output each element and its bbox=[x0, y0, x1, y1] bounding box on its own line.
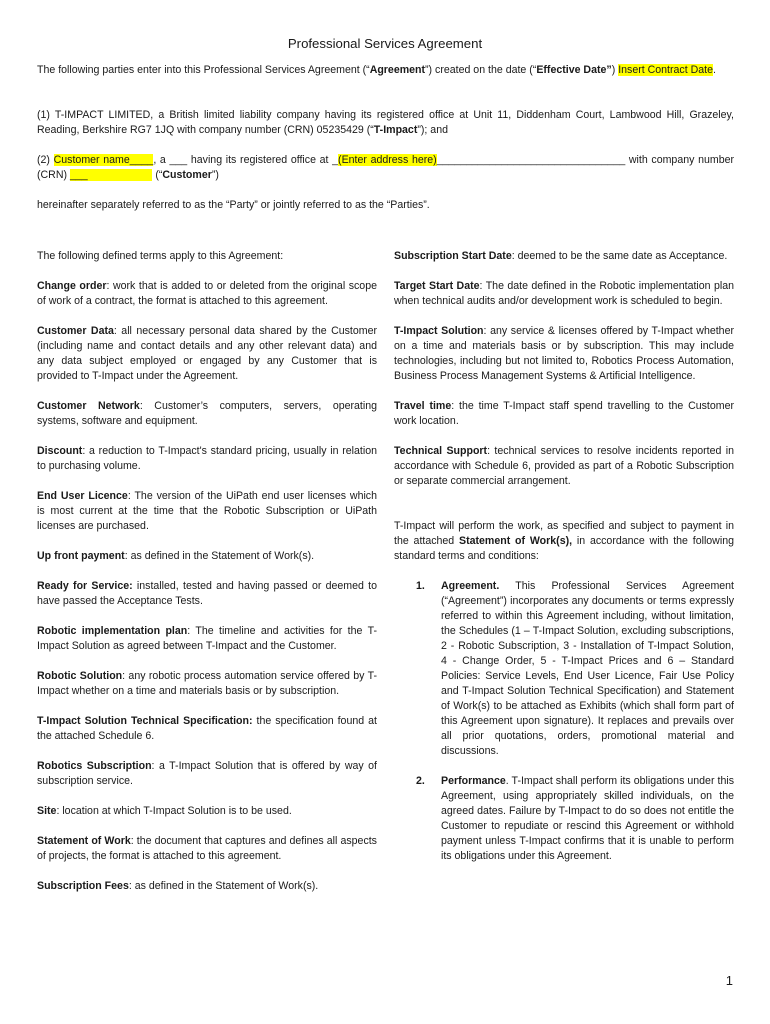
definition-item bbox=[394, 444, 734, 489]
definition-item bbox=[37, 714, 377, 744]
defined-term: Statement of Work(s), bbox=[459, 535, 573, 547]
document-title: Professional Services Agreement bbox=[287, 36, 483, 51]
party-1-paragraph bbox=[37, 108, 734, 138]
definition-term: Site bbox=[37, 805, 57, 817]
definition-term: Subscription Fees bbox=[37, 880, 129, 892]
definition-item bbox=[37, 324, 377, 384]
definition-text: : the time T-Impact staff spend travelling to the Customer work location. bbox=[394, 400, 734, 427]
definitions-lead: The following defined terms apply to this Agreement: bbox=[37, 250, 284, 262]
clause-item bbox=[394, 774, 734, 864]
definition-term: Target Start Date bbox=[394, 280, 480, 292]
definition-text: : a reduction to T-Impact's standard pricing, usually in relation to purchasing volume. bbox=[37, 445, 377, 472]
definition-item bbox=[37, 279, 377, 309]
definitions-left-column bbox=[37, 249, 377, 909]
customer-name-placeholder[interactable]: Customer name____ bbox=[53, 154, 154, 166]
defined-term: Customer bbox=[162, 169, 212, 181]
clause-number: 2. bbox=[416, 775, 425, 787]
definition-text: : any robotic process automation service offered by T-Impact whether on a time and materials basis or by subscription. bbox=[37, 670, 377, 697]
terms-lead-text: in accordance with the following standard terms and conditions: bbox=[394, 535, 734, 562]
intro-text: ”) created on the date (“ bbox=[425, 64, 537, 76]
intro-text: The following parties enter into this Professional Services Agreement (“ bbox=[37, 64, 370, 76]
definition-text: : The date defined in the Robotic implementation plan when technical audits and/or development work is scheduled to begin. bbox=[394, 280, 735, 307]
definition-item bbox=[37, 759, 377, 789]
definition-term: Subscription Start Date bbox=[394, 250, 512, 262]
definition-term: Customer Network bbox=[37, 400, 140, 412]
definition-item bbox=[37, 879, 377, 894]
definition-item bbox=[394, 324, 734, 384]
defined-term: Effective Date” bbox=[536, 64, 612, 76]
definition-text: the specification found at the attached Schedule 6. bbox=[37, 715, 377, 742]
definition-item bbox=[37, 804, 377, 819]
party-2-text: (“ bbox=[152, 169, 163, 181]
definition-item bbox=[37, 669, 377, 699]
terms-lead-text: T-Impact will perform the work, as specified and subject to payment in the attached bbox=[394, 520, 734, 547]
definition-term: Discount bbox=[37, 445, 83, 457]
crn-placeholder[interactable]: ___ bbox=[69, 169, 153, 181]
definition-term: End User Licence bbox=[37, 490, 128, 502]
parties-note: hereinafter separately referred to as the “Party” or jointly referred to as the “Parties”. bbox=[37, 199, 430, 211]
party-2-text: (2) bbox=[37, 154, 54, 166]
party-1-text: (1) T-IMPACT LIMITED, a British limited liability company having its registered office at Unit 11, Diddenham Court, Lambwood Hill, Grazeley, Reading, Berkshire RG7 1JQ with company number (CRN) 05235429 (“ bbox=[37, 109, 734, 136]
definition-term: Robotics Subscription bbox=[37, 760, 152, 772]
definition-text: : any service & licenses offered by T-Impact whether on a time and materials basis or by subscription. This may include technologies, including but not limited to, Robotics Process Automation, Business Process Management Systems & Artificial Intelligence. bbox=[394, 325, 734, 382]
party-2-paragraph bbox=[37, 153, 734, 183]
address-placeholder[interactable]: (Enter address here) bbox=[338, 154, 437, 166]
definition-text: : the document that captures and defines all aspects of projects, the format is attached to this agreement. bbox=[37, 835, 377, 862]
definition-text: installed, tested and having passed or deemed to have passed the Acceptance Tests. bbox=[37, 580, 377, 607]
party-2-text: ________________________________ with company number (CRN) bbox=[37, 154, 735, 181]
clause-number: 1. bbox=[416, 580, 425, 592]
definition-item bbox=[37, 624, 377, 654]
definition-item bbox=[394, 249, 734, 264]
definition-item bbox=[37, 834, 377, 864]
intro-text: ) bbox=[611, 64, 619, 76]
definition-text: : deemed to be the same date as Acceptance. bbox=[511, 250, 728, 262]
definition-term: Change order bbox=[37, 280, 107, 292]
definition-text: : work that is added to or deleted from the original scope of work of a contract, the format is attached to this agreement. bbox=[37, 280, 377, 307]
definition-item bbox=[37, 399, 377, 429]
definition-text: : The timeline and activities for the T-Impact Solution as agreed between T-Impact and the Customer. bbox=[37, 625, 377, 652]
clause-item bbox=[394, 579, 734, 759]
clause-text: . T-Impact shall perform its obligations under this Agreement, using appropriately skilled individuals, on the agreed dates. Failure by T-Impact to do so does not entitle the Customer to repudiate or rescind this Agreement or withhold payment unless T-Impact confirms that it is unable to perform its obligations under this Agreement. bbox=[441, 775, 734, 862]
definitions-right-column bbox=[394, 249, 734, 879]
definition-item bbox=[37, 549, 377, 564]
contract-date-placeholder[interactable]: Insert Contract Date bbox=[618, 64, 713, 76]
clause-heading: Performance bbox=[441, 775, 506, 787]
party-2-text: ”) bbox=[211, 169, 219, 181]
definition-term: Technical Support bbox=[394, 445, 488, 457]
definition-term: Ready for Service: bbox=[37, 580, 133, 592]
clause-heading: Agreement. bbox=[441, 580, 500, 592]
definition-term: Customer Data bbox=[37, 325, 114, 337]
definition-term: T-Impact Solution Technical Specification: bbox=[37, 715, 253, 727]
definition-text: : a T-Impact Solution that is offered by way of subscription service. bbox=[37, 760, 377, 787]
terms-lead-paragraph bbox=[394, 519, 734, 564]
definition-item bbox=[37, 579, 377, 609]
definition-item bbox=[37, 489, 377, 534]
definition-item bbox=[394, 279, 734, 309]
party-2-text: , a ___ having its registered office at _ bbox=[153, 154, 339, 166]
definition-term: Travel time bbox=[394, 400, 452, 412]
intro-parties-paragraph bbox=[37, 63, 734, 78]
defined-term: Agreement bbox=[369, 64, 426, 76]
definition-term: Robotic implementation plan bbox=[37, 625, 188, 637]
clause-text: This Professional Services Agreement (“Agreement”) incorporates any documents or terms expressly referred to within this Agreement including, without limitation, the Schedules (1 – T-Impact Solution, excluding subscriptions, 2 - Robotic Subscription, 3 - Installation of T-Impact Solution, 4 - Change Order, 5 - T-Impact Prices and 6 – Standard Policies: Service Levels, End User Licence, Fair Use Policy and T-Impact Solution Technical Specification) and Statement of Work(s) to be attached as Exhibits (which shall form part of this Agreement upon signature). It replaces and prevails over all prior quotations, orders, promotional material and discussions. bbox=[441, 580, 734, 757]
definition-text: : as defined in the Statement of Work(s). bbox=[124, 550, 315, 562]
definition-term: T-Impact Solution bbox=[394, 325, 484, 337]
definition-item bbox=[394, 399, 734, 429]
definition-item bbox=[37, 444, 377, 474]
clauses-list bbox=[394, 579, 734, 864]
definition-term: Statement of Work bbox=[37, 835, 131, 847]
definition-text: : Customer’s computers, servers, operating systems, software and equipment. bbox=[37, 400, 377, 427]
party-1-text: ”); and bbox=[417, 124, 448, 136]
definition-text: : technical services to resolve incidents reported in accordance with Schedule 6, provided as part of a Robotic Subscription or separate commercial arrangement. bbox=[394, 445, 735, 487]
defined-term: T-Impact bbox=[373, 124, 418, 136]
intro-text: . bbox=[712, 64, 716, 76]
page-number: 1 bbox=[725, 973, 733, 988]
definition-text: : all necessary personal data shared by the Customer (including name and contact details and any other relevant data) and any data subject employed or engaged by any Customer that is provided to T-Impact under the Agreement. bbox=[37, 325, 377, 382]
definition-text: : as defined in the Statement of Work(s). bbox=[128, 880, 319, 892]
definition-text: : The version of the UiPath end user licenses which is most current at the time that the Robotic Subscription or UiPath licenses are purchased. bbox=[37, 490, 377, 532]
definition-term: Up front payment bbox=[37, 550, 125, 562]
definition-text: : location at which T-Impact Solution is to be used. bbox=[56, 805, 292, 817]
definition-term: Robotic Solution bbox=[37, 670, 123, 682]
